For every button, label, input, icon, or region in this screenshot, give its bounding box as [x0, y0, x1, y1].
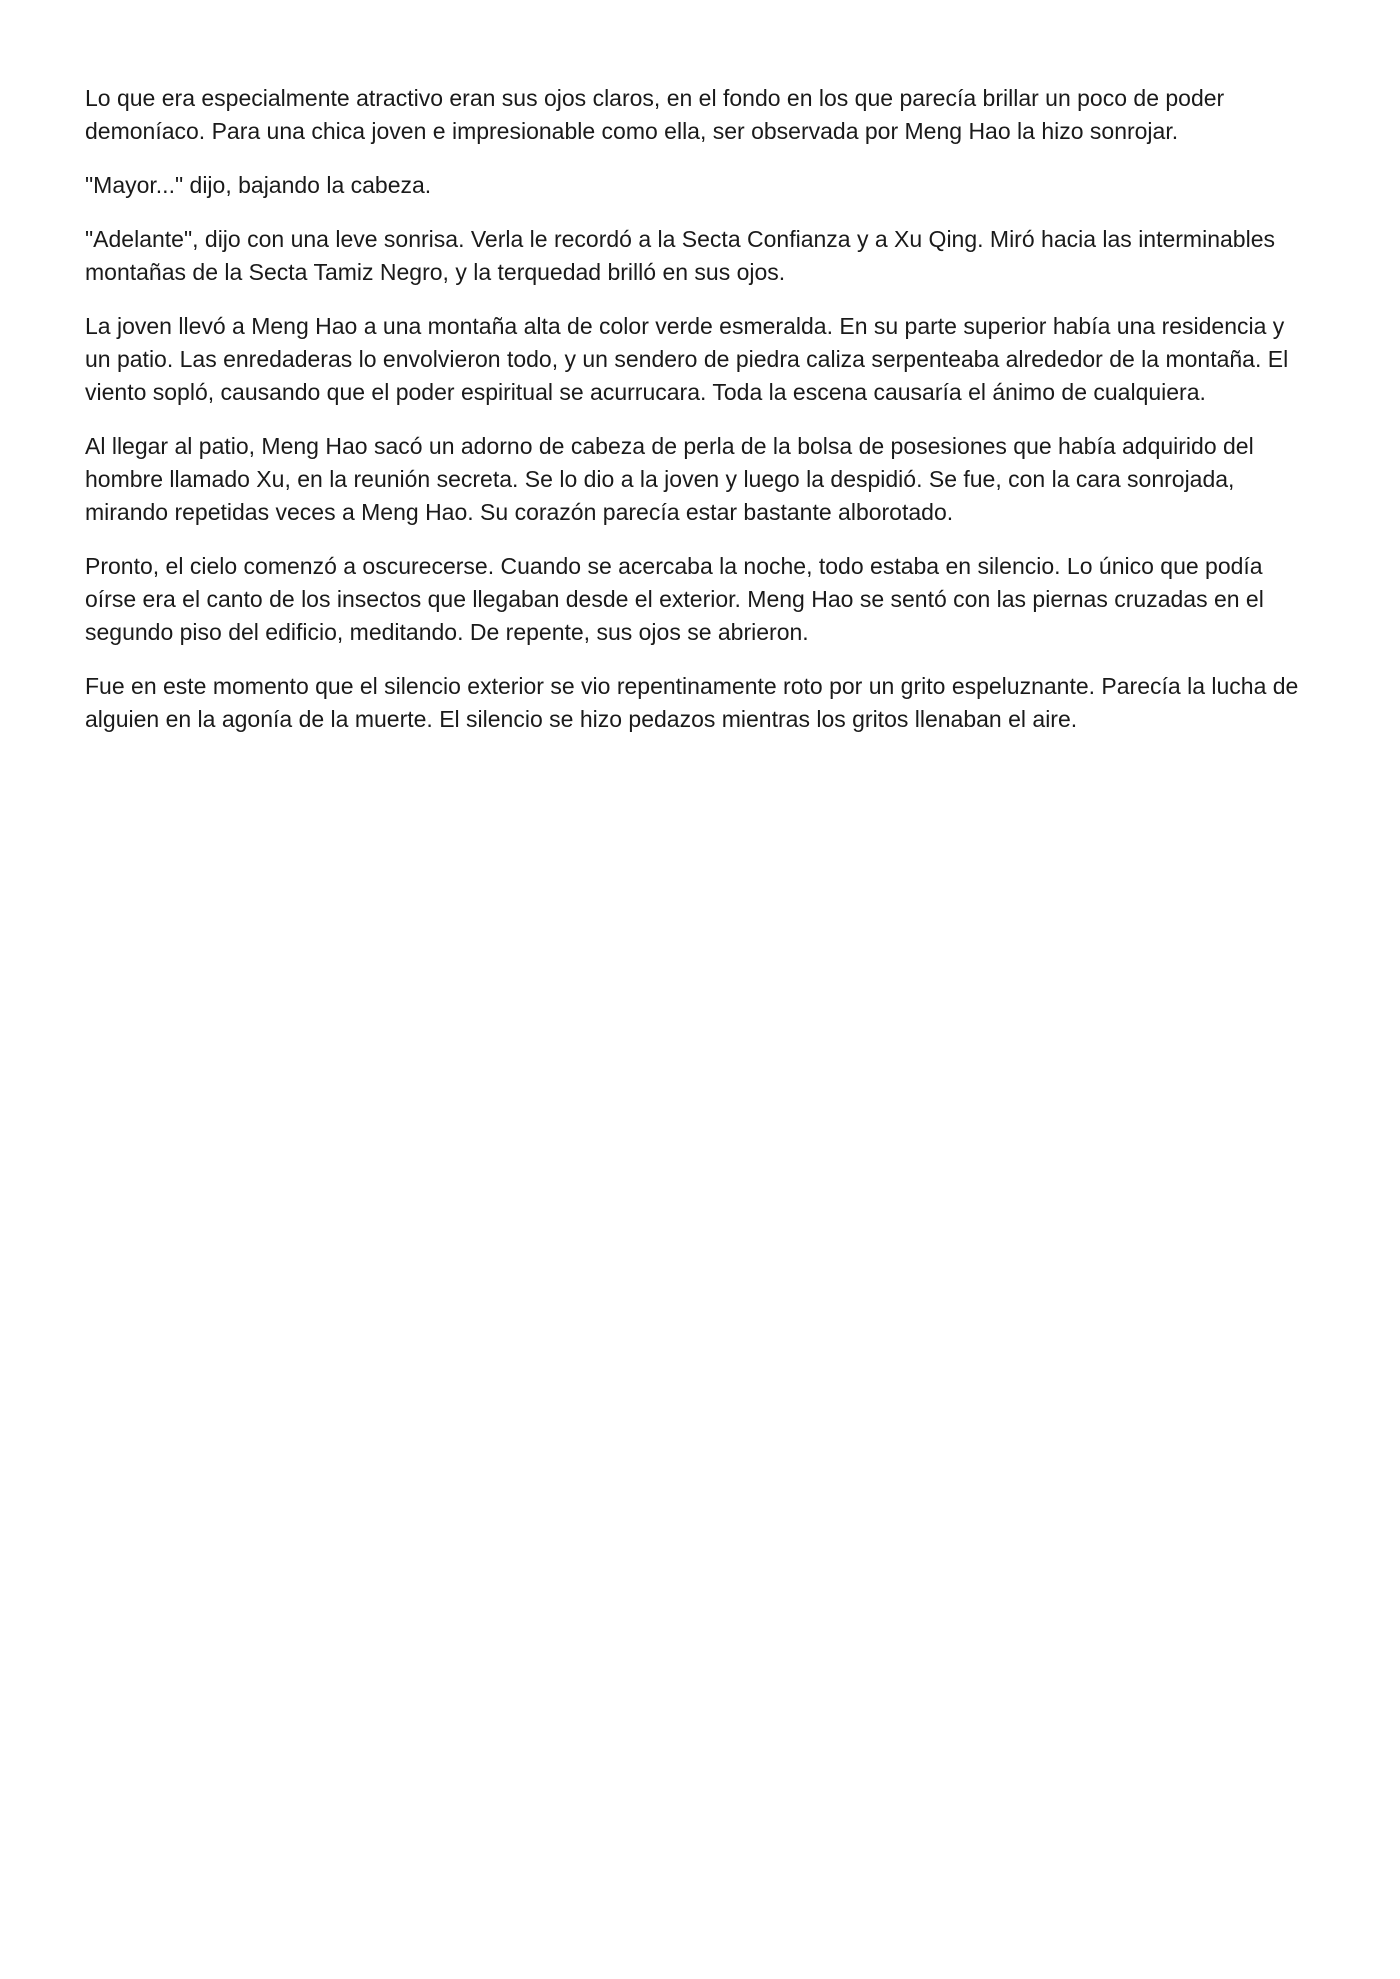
paragraph: Lo que era especialmente atractivo eran sus ojos claros, en el fondo en los que parecía brillar un poco de poder demoníaco. Para una chica joven e impresionable como ella, ser observada por Meng Hao la hizo sonrojar. — [85, 85, 1225, 144]
paragraph: La joven llevó a Meng Hao a una montaña alta de color verde esmeralda. En su parte superior había una residencia y un patio. Las enredaderas lo envolvieron todo, y un sendero de piedra caliza serpenteaba alrededor de la montaña. El viento sopló, causando que el poder espiritual se acurrucara. Toda la escena causaría el ánimo de cualquiera. — [85, 313, 1289, 405]
paragraph: "Adelante", dijo con una leve sonrisa. Verla le recordó a la Secta Confianza y a Xu Qing. Miró hacia las interminables montañas de la Secta Tamiz Negro, y la terquedad brilló en sus ojos. — [85, 226, 1275, 285]
paragraph: Fue en este momento que el silencio exterior se vio repentinamente roto por un grito espeluznante. Parecía la lucha de alguien en la agonía de la muerte. El silencio se hizo pedazos mientras los gritos llenaban el aire. — [85, 673, 1299, 732]
document-body — [85, 82, 1315, 736]
paragraph: Pronto, el cielo comenzó a oscurecerse. Cuando se acercaba la noche, todo estaba en silencio. Lo único que podía oírse era el canto de los insectos que llegaban desde el exterior. Meng Hao se sentó con las piernas cruzadas en el segundo piso del edificio, meditando. De repente, sus ojos se abrieron. — [85, 553, 1264, 645]
paragraph: Al llegar al patio, Meng Hao sacó un adorno de cabeza de perla de la bolsa de posesiones que había adquirido del hombre llamado Xu, en la reunión secreta. Se lo dio a la joven y luego la despidió. Se fue, con la cara sonrojada, mirando repetidas veces a Meng Hao. Su corazón parecía estar bastante alborotado. — [85, 433, 1254, 525]
paragraph: "Mayor..." dijo, bajando la cabeza. — [85, 172, 432, 198]
